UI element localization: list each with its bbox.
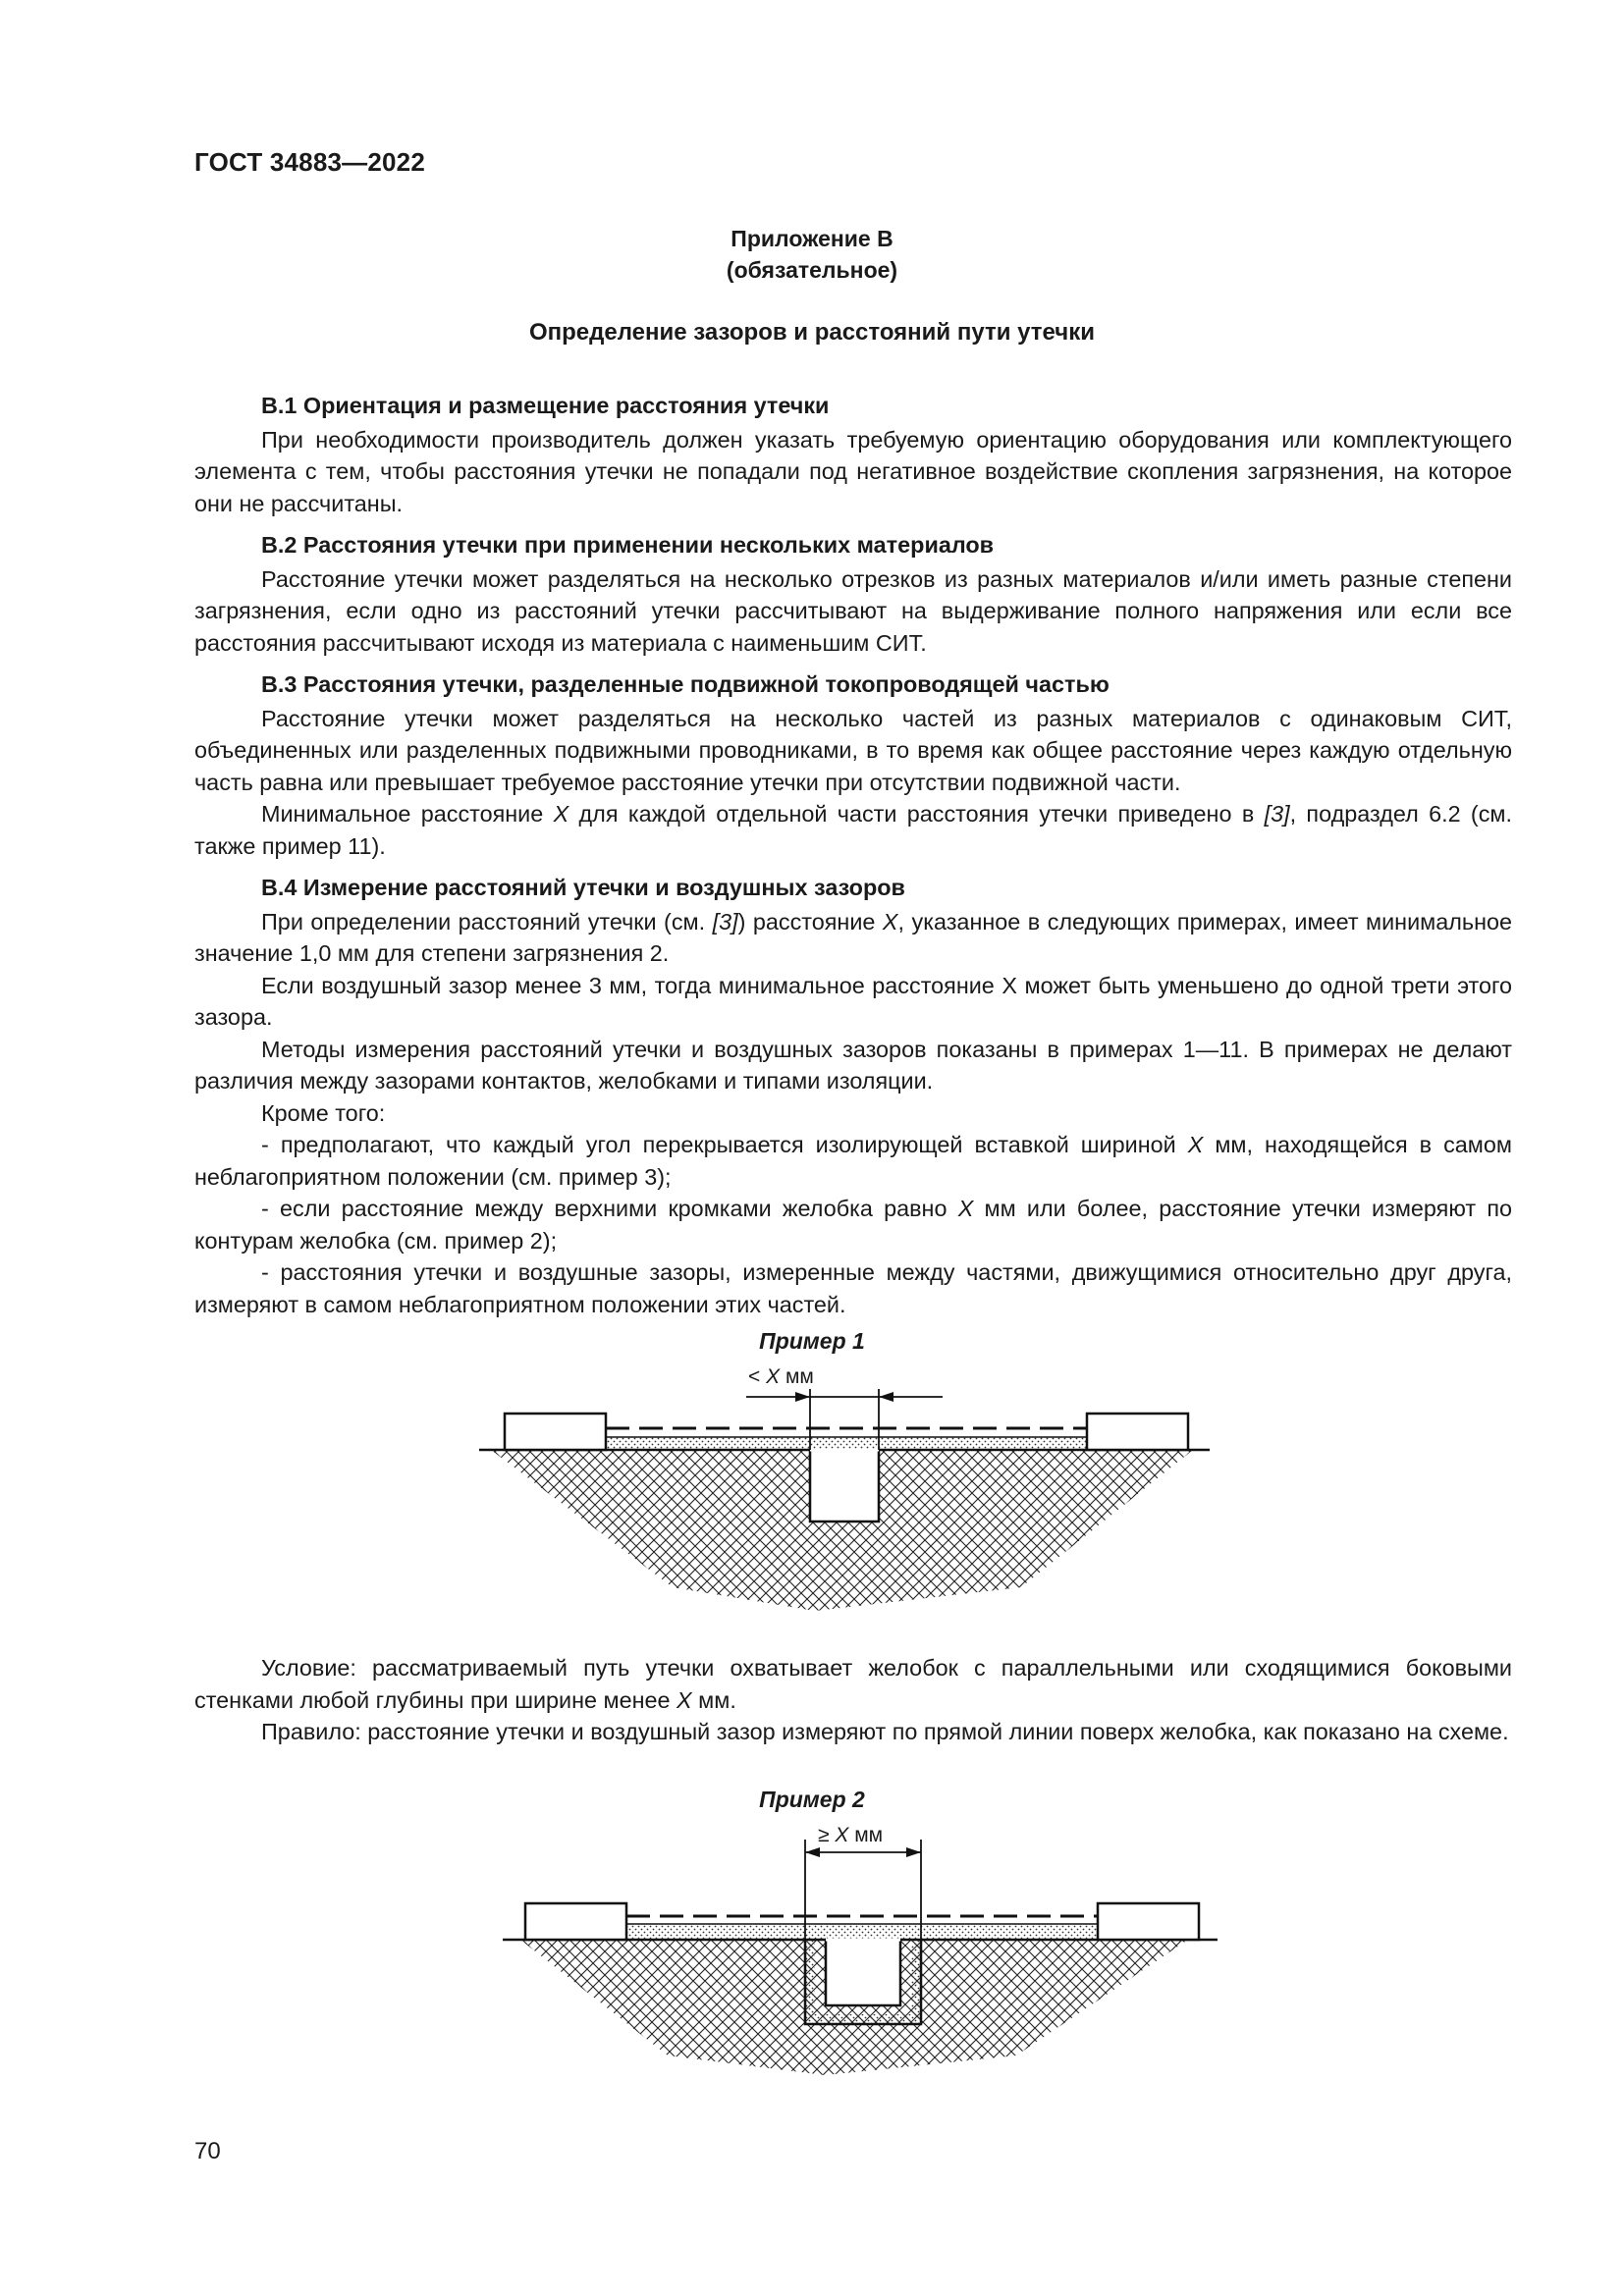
section-heading-b4: В.4 Измерение расстояний утечки и воздушных зазоров — [261, 875, 905, 900]
paragraph: Если воздушный зазор менее 3 мм, тогда минимальное расстояние X может быть уменьшено до одной трети этого зазора. — [194, 972, 1512, 1030]
condition-text: Условие: рассматриваемый путь утечки охватывает желобок с параллельными или сходящимися боковыми стенками любой глубины при ширине менее X мм. — [194, 1655, 1512, 1713]
example2-figure — [481, 1824, 1227, 2083]
list-item: - если расстояние между верхними кромками желобка равно X мм или более, расстояние утечки измеряют по контурам желобка (см. пример 2); — [194, 1196, 1512, 1254]
example2-dimension-label: ≥ X мм — [818, 1824, 884, 1846]
rule-text: Правило: расстояние утечки и воздушный зазор измеряют по прямой линии поверх желобка, как показано на схеме. — [261, 1719, 1509, 1744]
paragraph: Расстояние утечки может разделяться на несколько отрезков из разных материалов и/или иметь разные степени загрязнения, если одно из расстояний утечки рассчитывают на выдерживание полного напряжения или если все расстояния рассчитывают исходя из материала с наименьшим СИТ. — [194, 565, 1512, 656]
section-heading-b3: В.3 Расстояния утечки, разделенные подвижной токопроводящей частью — [261, 671, 1110, 697]
list-item: - предполагают, что каждый угол перекрывается изолирующей вставкой шириной X мм, находящейся в самом неблагоприятном положении (см. пример 3); — [194, 1132, 1512, 1190]
page-number: 70 — [194, 2138, 221, 2164]
annex-title: Определение зазоров и расстояний пути утечки — [528, 319, 1096, 346]
body-text — [194, 390, 1512, 1320]
paragraph: Расстояние утечки может разделяться на несколько частей из разных материалов с одинаковым СИТ, объединенных или разделенных подвижными проводниками, в то время как общее расстояние через каждую отдельную часть равна или превышает требуемое расстояние утечки при отсутствии подвижной части. — [194, 705, 1512, 795]
standard-header: ГОСТ 34883—2022 — [194, 147, 425, 177]
example1-dimension-label: < X мм — [748, 1365, 814, 1388]
reference: [3] — [712, 908, 738, 934]
section-heading-b2: В.2 Расстояния утечки при применении нескольких материалов — [261, 532, 995, 558]
list-item: - расстояния утечки и воздушные зазоры, измеренные между частями, движущимися относительно друг друга, измеряют в самом неблагоприятном положении этих частей. — [194, 1259, 1512, 1317]
reference: [3] — [1264, 801, 1290, 827]
paragraph: Кроме того: — [261, 1099, 386, 1126]
paragraph: Методы измерения расстояний утечки и воздушных зазоров показаны в примерах 1—11. В примерах не делают различия между зазорами контактов, желобками и типами изоляции. — [194, 1036, 1512, 1094]
section-heading-b1: В.1 Ориентация и размещение расстояния утечки — [261, 393, 830, 418]
example1-caption: Пример 1 — [759, 1328, 865, 1354]
paragraph: При необходимости производитель должен указать требуемую ориентацию оборудования или комплектующего элемента с тем, чтобы расстояния утечки не попадали под негативное воздействие скопления загрязнения, на которое они не рассчитаны. — [194, 426, 1512, 516]
paragraph: Минимальное расстояние X для каждой отдельной части расстояния утечки приведено в [3], подраздел 6.2 (см. также пример 11). — [194, 801, 1512, 859]
example2-caption: Пример 2 — [759, 1787, 865, 1812]
annex-label: Приложение В — [731, 226, 893, 251]
example1-text — [194, 1652, 1512, 1748]
annex-status: (обязательное) — [726, 257, 898, 283]
example1-figure — [471, 1365, 1218, 1615]
paragraph: При определении расстояний утечки (см. [3]) расстояние X, указанное в следующих примерах, имеет минимальное значение 1,0 мм для степени загрязнения 2. — [194, 908, 1513, 966]
